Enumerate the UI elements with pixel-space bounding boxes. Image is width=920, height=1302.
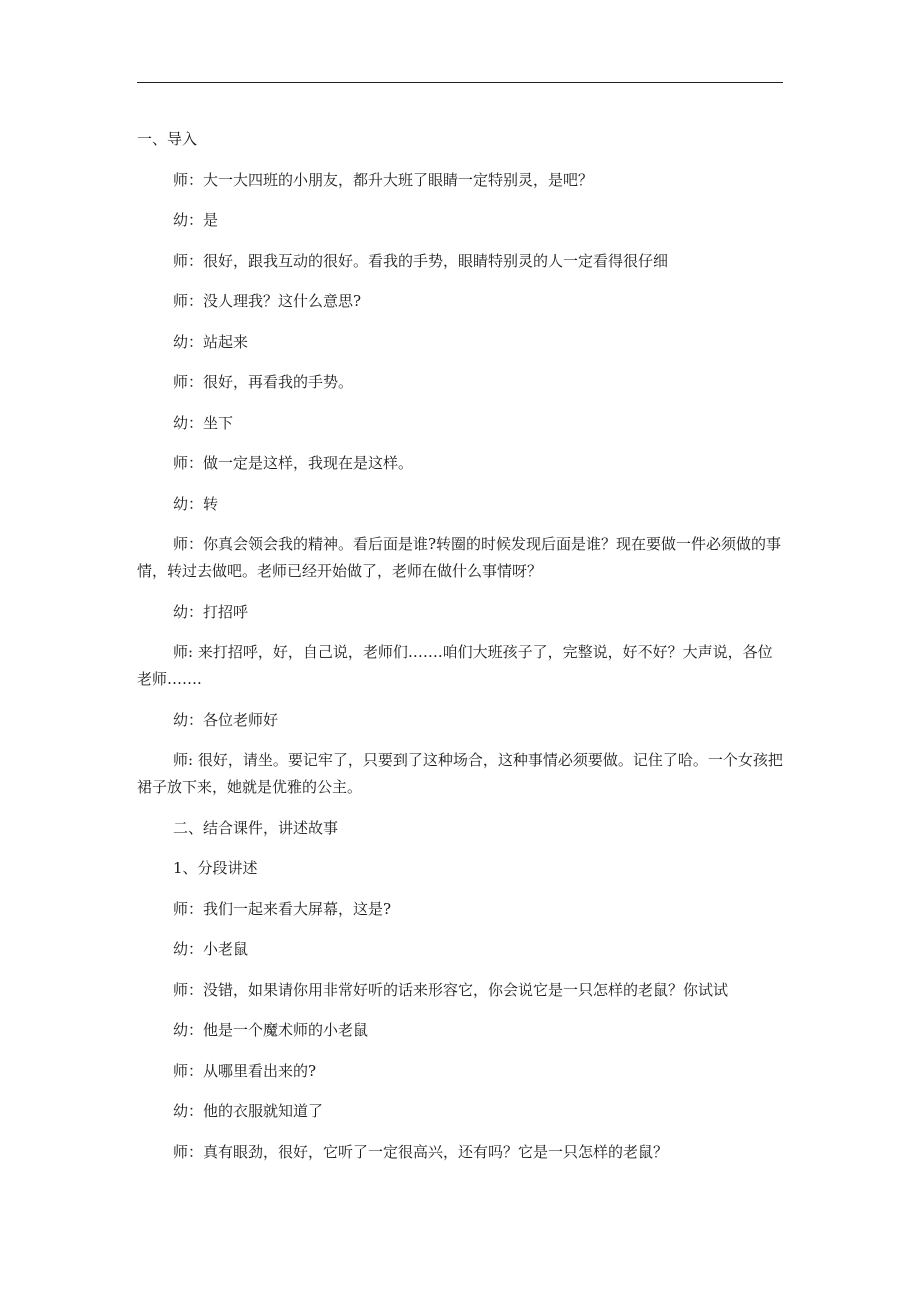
- dialogue-line: 师：没人理我？这什么意思?: [173, 292, 362, 310]
- dialogue-line: 幼：是: [173, 211, 219, 229]
- dialogue-line: 幼：转: [173, 494, 219, 513]
- dialogue-line: 师：很好，再看我的手势。: [173, 373, 354, 391]
- dialogue-line: 幼：他是一个魔术师的小老鼠: [173, 1021, 369, 1039]
- section-heading-intro: 一、导入: [137, 130, 198, 148]
- section-heading-story: 二、结合课件，讲述故事: [173, 818, 339, 837]
- dialogue-line: 幼：站起来: [173, 332, 249, 351]
- dialogue-line: 幼：小老鼠: [173, 940, 249, 958]
- dialogue-line: 师: 来打招呼，好，自己说，老师们…….咱们大班孩子了，完整说，好不好？大声说，各位老师…….: [137, 643, 773, 688]
- dialogue-line: 师: 很好，请坐。要记牢了，只要到了这种场合，这种事情必须要做。记住了哈。一个女孩把裙子放下来，她就是优雅的公主。: [137, 751, 783, 796]
- dialogue-line: 幼：各位老师好: [173, 710, 279, 729]
- subsection-heading: 1、分段讲述: [173, 859, 258, 877]
- dialogue-line: 幼：他的衣服就知道了: [173, 1102, 324, 1120]
- dialogue-line: 幼：打招呼: [173, 602, 249, 621]
- dialogue-line: 师：真有眼劲，很好，它听了一定很高兴，还有吗？它是一只怎样的老鼠？: [173, 1142, 669, 1161]
- dialogue-line: 师：很好，跟我互动的很好。看我的手势，眼睛特别灵的人一定看得很仔细: [173, 251, 669, 270]
- dialogue-line: 师：我们一起来看大屏幕，这是?: [173, 899, 392, 918]
- header-rule: [137, 82, 783, 83]
- dialogue-line: 师：从哪里看出来的?: [173, 1061, 317, 1080]
- dialogue-line: 师：没错，如果请你用非常好听的话来形容它，你会说它是一只怎样的老鼠？你试试: [173, 980, 729, 999]
- document-body: [137, 126, 783, 1179]
- dialogue-line: 师：你真会领会我的精神。看后面是谁?转圈的时候发现后面是谁？现在要做一件必须做的事情，转过去做吧。老师已经开始做了，老师在做什么事情呀？: [137, 535, 782, 580]
- dialogue-line: 幼：坐下: [173, 413, 234, 432]
- dialogue-line: 师：做一定是这样，我现在是这样。: [173, 454, 414, 472]
- dialogue-line: 师：大一大四班的小朋友，都升大班了眼睛一定特别灵，是吧？: [173, 170, 594, 189]
